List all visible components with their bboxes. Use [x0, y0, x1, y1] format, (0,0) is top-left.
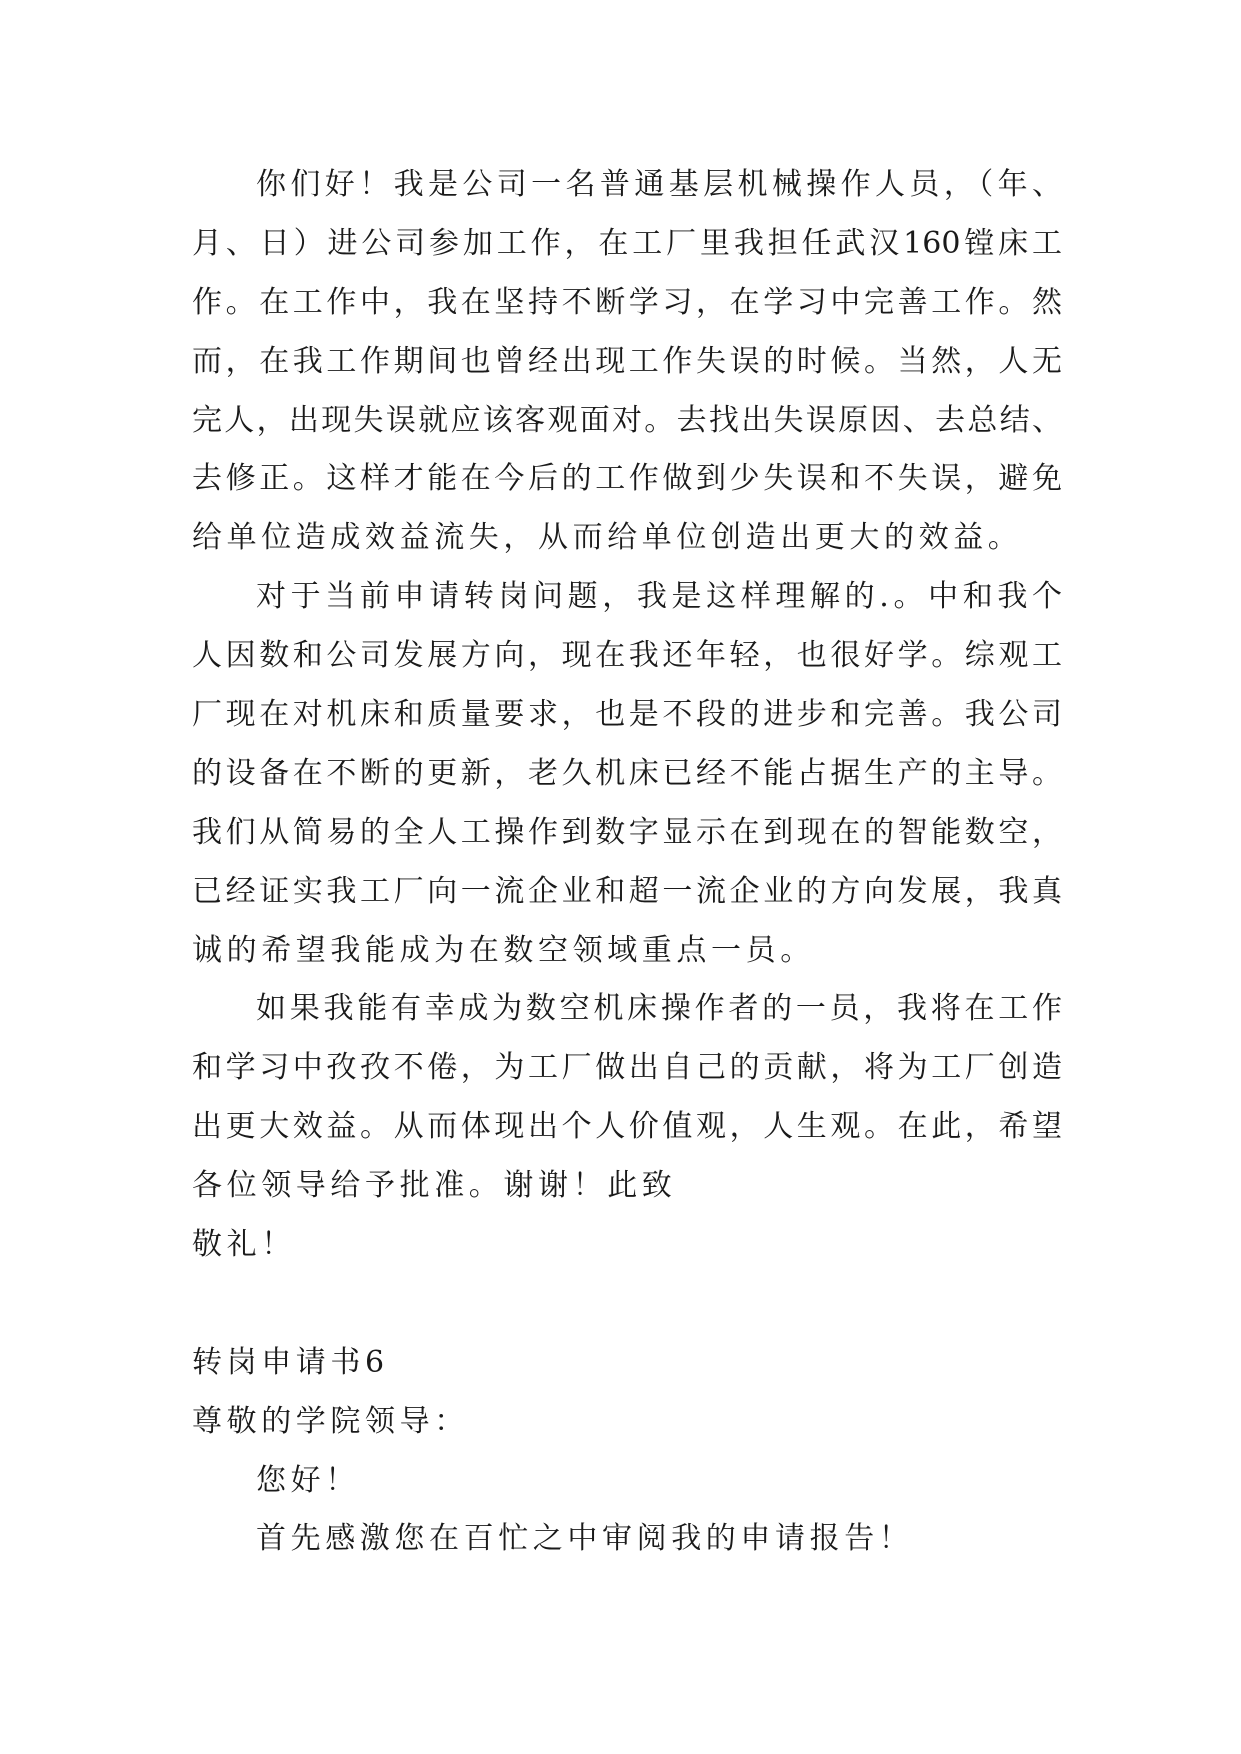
text-line: 出更大效益。从而体现出个人价值观，人生观。在此，希望 [192, 1109, 1062, 1145]
text-line: 而，在我工作期间也曾经出现工作失误的时候。当然，人无 [192, 343, 1062, 379]
text-line: 厂现在对机床和质量要求，也是不段的进步和完善。我公司 [192, 697, 1062, 733]
spacer [192, 1275, 1062, 1334]
closing: 敬礼！ [192, 1227, 296, 1263]
text-line: 的设备在不断的更新，老久机床已经不能占据生产的主导。 [192, 755, 1062, 791]
text-line: 作。在工作中，我在坚持不断学习，在学习中完善工作。然 [192, 284, 1062, 320]
opening-line: 首先感激您在百忙之中审阅我的申请报告！ [256, 1521, 914, 1557]
document-body [192, 156, 1062, 1569]
text-line: 对于当前申请转岗问题，我是这样理解的.。中和我个 [256, 579, 1062, 615]
text-line: 给单位造成效益流失，从而给单位创造出更大的效益。 [192, 520, 1023, 556]
text-line: 我们从简易的全人工操作到数字显示在到现在的智能数空， [192, 814, 1062, 850]
text-line: 各位领导给予批准。谢谢！此致 [192, 1168, 677, 1204]
text-line: 去修正。这样才能在今后的工作做到少失误和不失误，避免 [192, 461, 1062, 497]
text-line: 人因数和公司发展方向，现在我还年轻，也很好学。综观工 [192, 638, 1062, 674]
salutation: 尊敬的学院领导： [192, 1403, 469, 1439]
text-line: 你们好！我是公司一名普通基层机械操作人员，（年、 [256, 167, 1062, 202]
paragraph-3 [192, 980, 1062, 1216]
text-line: 已经证实我工厂向一流企业和超一流企业的方向发展，我真 [192, 873, 1062, 909]
text-line: 诚的希望我能成为在数空领域重点一员。 [192, 932, 815, 968]
paragraph-2 [192, 568, 1062, 980]
greeting: 您好！ [256, 1462, 360, 1498]
paragraph-1 [192, 156, 1062, 568]
text-line: 和学习中孜孜不倦，为工厂做出自己的贡献，将为工厂创造 [192, 1050, 1062, 1086]
text-line: 月、日）进公司参加工作，在工厂里我担任武汉160镗床工 [192, 225, 1062, 261]
section-title: 转岗申请书6 [192, 1344, 389, 1380]
text-line: 完人，出现失误就应该客观面对。去找出失误原因、去总结、 [192, 402, 1062, 438]
text-line: 如果我能有幸成为数空机床操作者的一员，我将在工作 [256, 991, 1062, 1027]
